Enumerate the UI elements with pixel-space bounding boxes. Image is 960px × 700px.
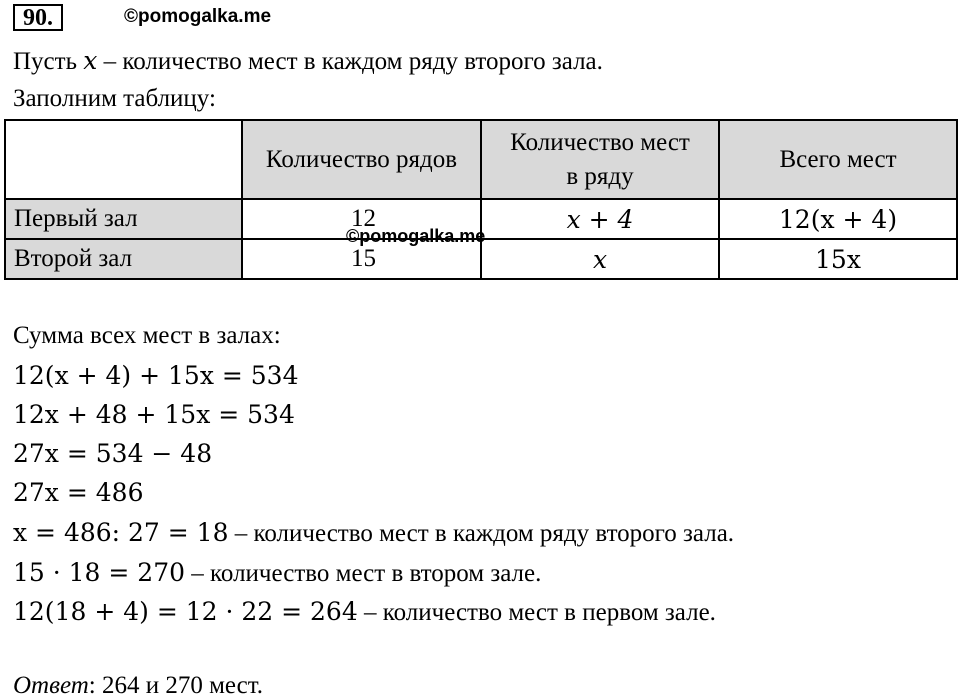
header-seats-line-1: Количество мест [510, 128, 690, 156]
equation-6-text: – количество мест в втором зале. [185, 560, 542, 587]
equation-3: 27x = 534 − 48 [13, 439, 213, 468]
equation-5 [13, 518, 734, 548]
equation-7-text: – количество мест в первом зале. [357, 599, 716, 626]
row-label-first-hall: Первый зал [5, 199, 242, 239]
equation-6 [13, 558, 541, 588]
halls-table [4, 119, 958, 280]
equation-7-math: 12(18 + 4) = 12 · 22 = 264 [13, 597, 358, 626]
second-hall-rows: 15 [242, 239, 481, 279]
equation-2: 12x + 48 + 15x = 534 [13, 400, 295, 429]
second-hall-total: 15x [719, 239, 957, 279]
answer-text: : 264 и 270 мест. [88, 672, 264, 699]
header-cell-empty [5, 120, 242, 199]
first-hall-seats-per-row: x + 4 [481, 199, 719, 239]
header-rows-count: Количество рядов [242, 120, 481, 199]
equation-7 [13, 597, 716, 627]
sum-label: Сумма всех мест в залах: [13, 322, 281, 349]
header-seats-line-2: в ряду [566, 162, 634, 190]
equation-6-math: 15 · 18 = 270 [13, 558, 186, 587]
table-header-row [5, 120, 957, 199]
header-seats-per-row [481, 120, 719, 199]
equation-4: 27x = 486 [13, 478, 144, 507]
equation-5-text: – количество мест в каждом ряду второго зала. [228, 520, 735, 547]
second-hall-seats-per-row: x [481, 239, 719, 279]
row-label-second-hall: Второй зал [5, 239, 242, 279]
problem-number: 90. [13, 4, 63, 31]
intro-line-1-start: Пусть [13, 48, 84, 75]
watermark-middle: ©pomogalka.me [346, 226, 486, 246]
intro-line-1-end: – количество мест в каждом ряду второго зала. [97, 48, 603, 75]
answer-line [13, 672, 263, 700]
variable-x: x [83, 46, 98, 75]
intro-line-2: Заполним таблицу: [13, 85, 216, 112]
first-hall-rows: 12 [242, 199, 481, 239]
watermark-top: ©pomogalka.me [124, 6, 272, 27]
first-hall-total: 12(x + 4) [719, 199, 957, 239]
equation-1: 12(x + 4) + 15x = 534 [13, 361, 299, 390]
header-total-seats: Всего мест [719, 120, 957, 199]
intro-line-1 [13, 46, 603, 76]
answer-label: Ответ [13, 672, 89, 699]
equation-5-math: x = 486: 27 = 18 [13, 518, 229, 547]
